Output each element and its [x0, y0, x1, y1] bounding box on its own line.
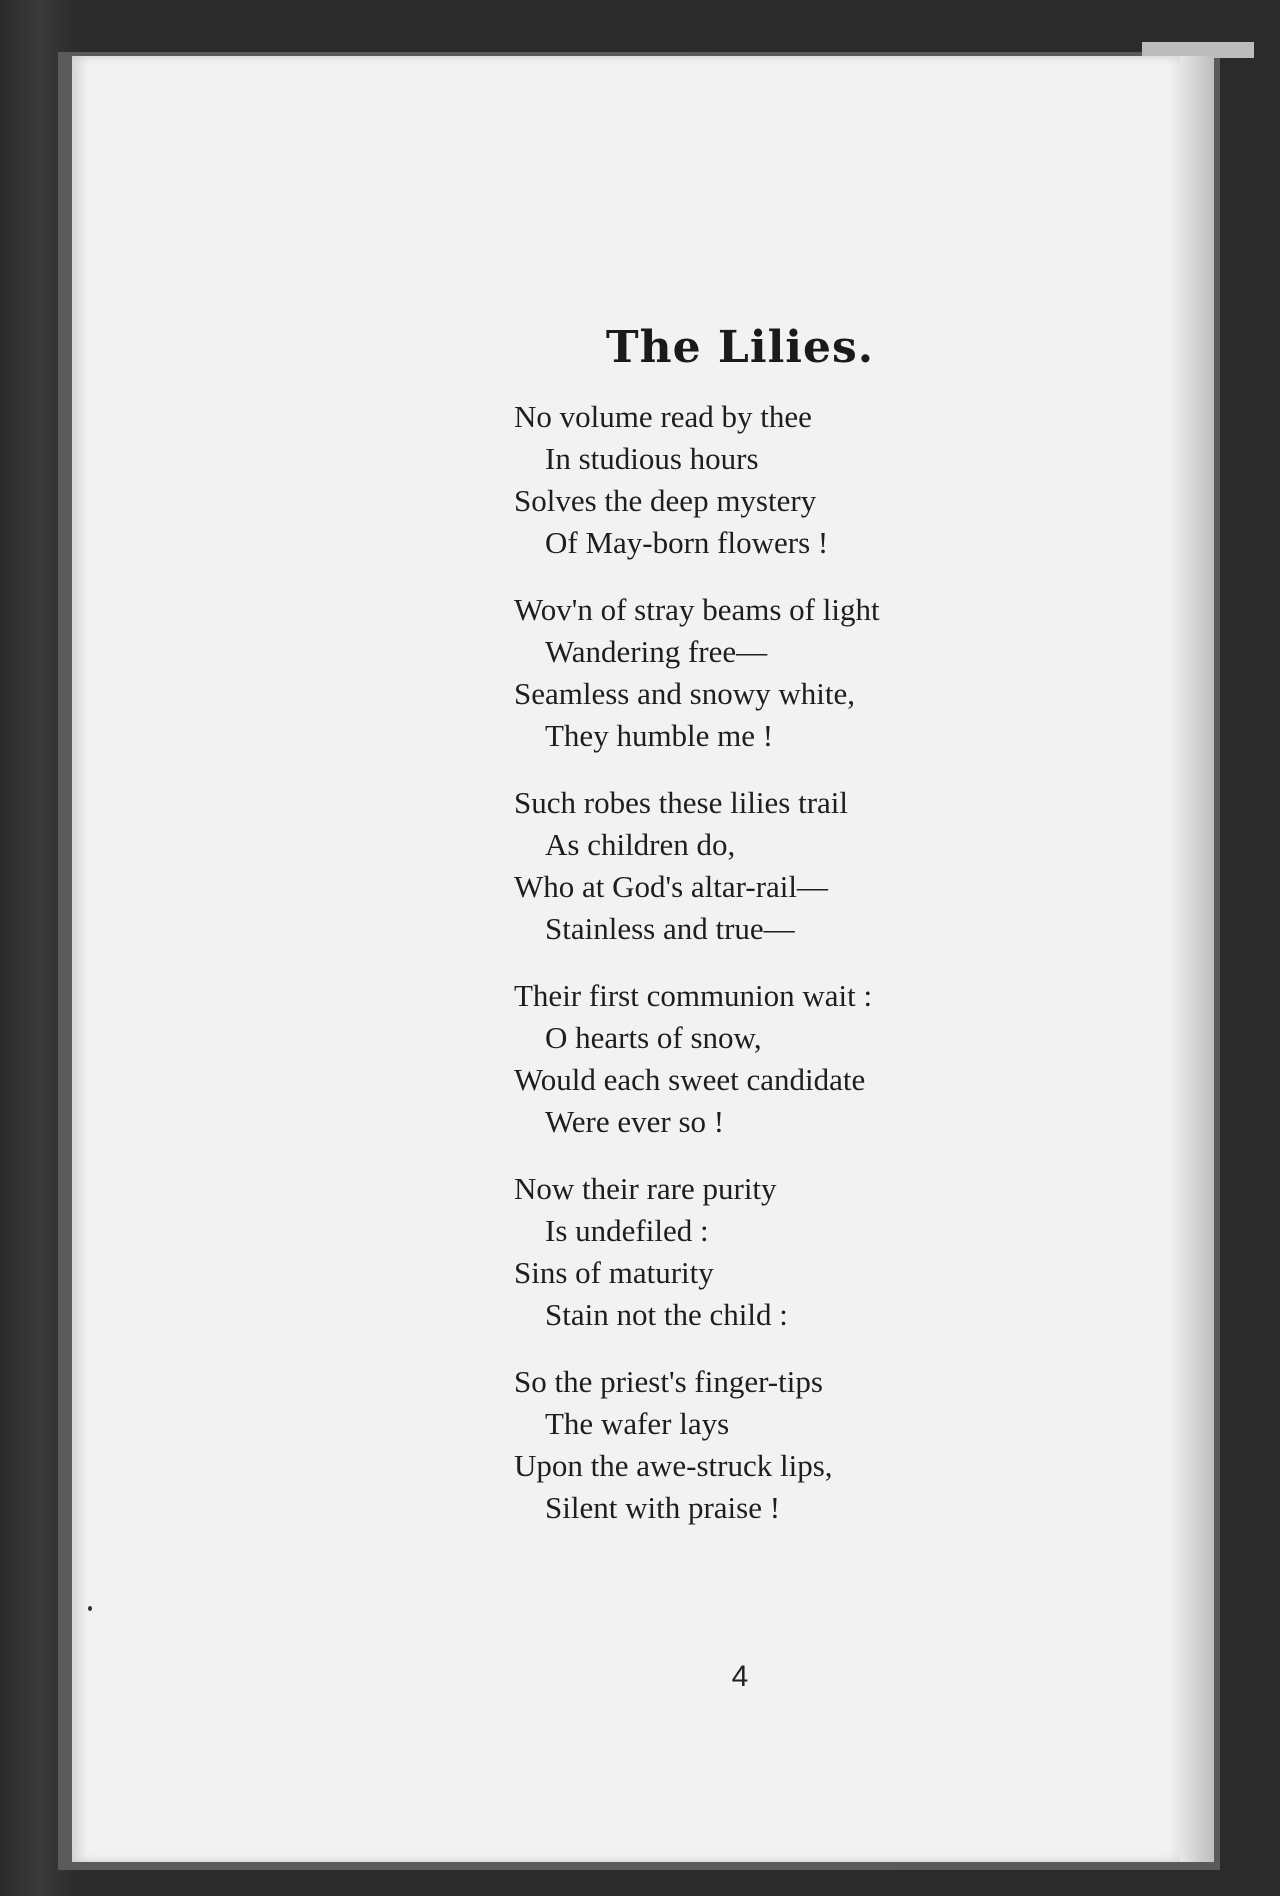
ink-speck: [88, 1606, 92, 1611]
poem-line: Sins of maturity: [514, 1255, 714, 1290]
poem-line: Wov'n of stray beams of light: [514, 592, 880, 627]
poem-line: Who at God's altar-rail—: [514, 869, 828, 904]
poem-line: Now their rare purity: [514, 1171, 777, 1206]
stanza-3: [514, 782, 880, 950]
poem-line: O hearts of snow,: [545, 1020, 762, 1055]
poem-line: They humble me !: [545, 718, 774, 753]
poem-line: Their first communion wait :: [514, 978, 873, 1013]
stanza-5: [514, 1168, 880, 1336]
poem-line: So the priest's finger-tips: [514, 1364, 823, 1399]
poem-line: Seamless and snowy white,: [514, 676, 855, 711]
poem-line: Upon the awe-struck lips,: [514, 1448, 833, 1483]
poem-line: No volume read by thee: [514, 399, 812, 434]
poem-line: The wafer lays: [545, 1406, 730, 1441]
stanza-1: [514, 396, 880, 564]
poem-line: In studious hours: [545, 441, 759, 476]
stanza-2: [514, 589, 880, 757]
poem-line: Of May-born flowers !: [545, 525, 829, 560]
poem-title: The Lilies.: [605, 322, 875, 373]
poem-line: Is undefiled :: [545, 1213, 709, 1248]
stanza-6: [514, 1361, 880, 1529]
poem-line: Silent with praise !: [545, 1490, 781, 1525]
page-number: 4: [731, 1660, 749, 1693]
poem-line: Solves the deep mystery: [514, 483, 817, 518]
poem-line: Stainless and true—: [545, 911, 795, 946]
poem-body: [514, 396, 880, 1554]
poem-line: Stain not the child :: [545, 1297, 788, 1332]
stanza-4: [514, 975, 880, 1143]
poem-line: As children do,: [545, 827, 736, 862]
poem-line: Wandering free—: [545, 634, 768, 669]
poem-line: Were ever so !: [545, 1104, 725, 1139]
poem-line: Such robes these lilies trail: [514, 785, 849, 820]
poem-line: Would each sweet candidate: [514, 1062, 866, 1097]
